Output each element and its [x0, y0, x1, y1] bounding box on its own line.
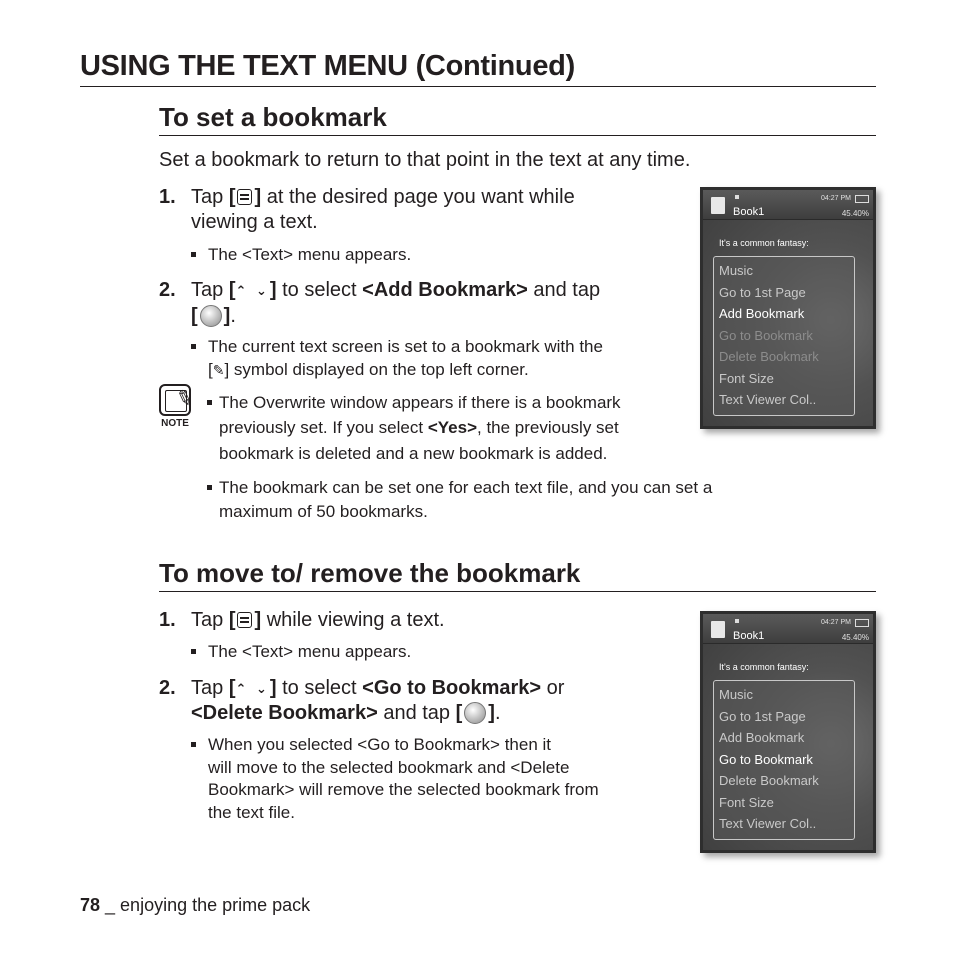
- device-time: 04:27 PM: [821, 195, 851, 202]
- device-screen-2: [700, 611, 876, 853]
- device-screen-1: [700, 187, 876, 429]
- tap-word: Tap: [191, 186, 224, 208]
- device-percent: 45.40%: [841, 633, 869, 642]
- device-body-text: It's a common fantasy:: [719, 238, 809, 248]
- menu-item-go-to-bookmark[interactable]: Go to Bookmark: [719, 328, 813, 343]
- menu-item-font-size[interactable]: Font Size: [719, 371, 774, 386]
- menu-item-go-to-1st-page[interactable]: Go to 1st Page: [719, 285, 806, 300]
- step-1-set-line2: viewing a text.: [191, 211, 318, 233]
- device-time: 04:27 PM: [821, 619, 851, 626]
- device-percent: 45.40%: [841, 209, 869, 218]
- intro-text: Set a bookmark to return to that point in the text at any time.: [159, 149, 691, 171]
- step-2-move-bullet-line4: the text file.: [208, 803, 295, 822]
- step-2-move-line2: <Delete Bookmark> and tap [ ].: [191, 702, 501, 724]
- note-pen-icon: ✎: [172, 385, 196, 413]
- menu-item-font-size[interactable]: Font Size: [719, 795, 774, 810]
- menu-item-text-viewer-color[interactable]: Text Viewer Col..: [719, 816, 817, 831]
- battery-icon: [855, 195, 869, 203]
- page-footer: 78 _ enjoying the prime pack: [80, 895, 311, 915]
- step-2-set-bullet-line2: [✎] symbol displayed on the top left corner.: [208, 358, 529, 382]
- menu-item-text-viewer-color[interactable]: Text Viewer Col..: [719, 392, 817, 407]
- document-icon: [711, 197, 725, 214]
- bullet-square: [191, 252, 196, 257]
- device-menu: [713, 256, 855, 416]
- menu-item-go-to-1st-page[interactable]: Go to 1st Page: [719, 709, 806, 724]
- battery-icon: [855, 619, 869, 627]
- menu-item-go-to-bookmark[interactable]: Go to Bookmark: [719, 752, 813, 767]
- ok-button-icon: [464, 702, 486, 724]
- menu-item-add-bookmark[interactable]: Add Bookmark: [719, 730, 805, 745]
- page-number: 78: [80, 895, 101, 915]
- device-filename: Book1: [733, 206, 765, 218]
- ok-button-icon: [200, 305, 222, 327]
- section-heading-move-remove: To move to/ remove the bookmark: [159, 558, 581, 588]
- section-rule: [159, 135, 876, 136]
- menu-item-add-bookmark[interactable]: Add Bookmark: [719, 306, 805, 321]
- note-label: NOTE: [161, 418, 189, 429]
- step-text: at the desired page you want while: [261, 186, 575, 208]
- page-title: USING THE TEXT MENU (Continued): [80, 50, 575, 82]
- menu-item-delete-bookmark[interactable]: Delete Bookmark: [719, 773, 819, 788]
- note-item-2-line2: maximum of 50 bookmarks.: [219, 502, 428, 521]
- menu-icon: [237, 189, 252, 205]
- step-2-move-bullet-line3: Bookmark> will remove the selected bookmark from: [208, 780, 599, 799]
- footer-text: enjoying the prime pack: [120, 895, 311, 915]
- menu-item-music[interactable]: Music: [719, 687, 753, 702]
- step-2-move-bullet-line2: will move to the selected bookmark and <Delete: [208, 758, 570, 777]
- up-down-icon: ⌃ ⌄: [235, 681, 270, 696]
- note-item-1-line2: previously set. If you select <Yes>, the previously set: [219, 418, 619, 437]
- menu-item-delete-bookmark[interactable]: Delete Bookmark: [719, 349, 819, 364]
- device-header: [703, 614, 873, 644]
- note-item-1-line3: bookmark is deleted and a new bookmark is added.: [219, 444, 608, 463]
- section-rule-2: [159, 591, 876, 592]
- device-body-text: It's a common fantasy:: [719, 662, 809, 672]
- step-2-set-line2: [ ].: [191, 305, 236, 327]
- device-filename: Book1: [733, 630, 765, 642]
- section-heading-set-bookmark: To set a bookmark: [159, 102, 387, 132]
- bookmark-clip-icon: ✎: [212, 362, 225, 378]
- device-menu: [713, 680, 855, 840]
- menu-icon: [237, 612, 252, 628]
- step-number: 1.: [159, 186, 176, 208]
- menu-item-music[interactable]: Music: [719, 263, 753, 278]
- title-rule: [80, 86, 876, 87]
- up-down-icon: ⌃ ⌄: [235, 283, 270, 298]
- document-icon: [711, 621, 725, 638]
- device-header: [703, 190, 873, 220]
